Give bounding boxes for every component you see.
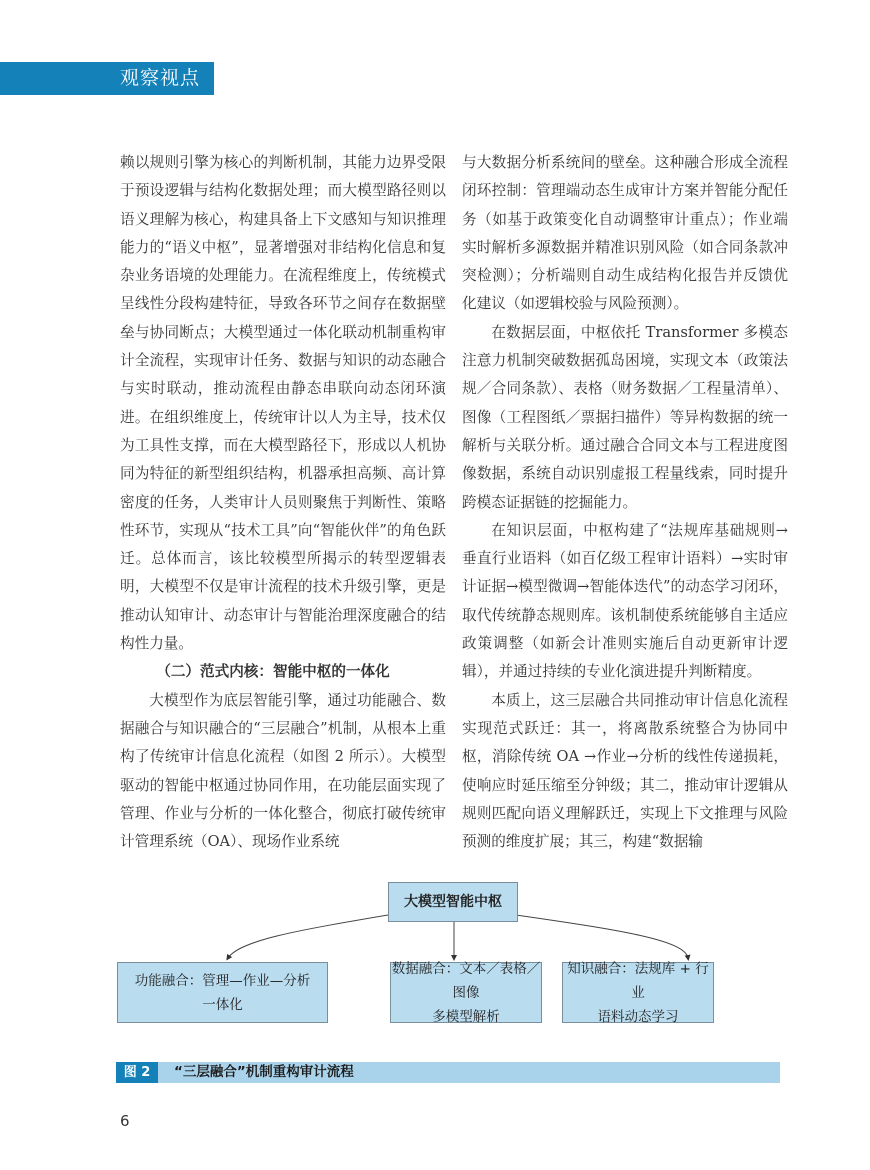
body-paragraph: 与大数据分析系统间的壁垒。这种融合形成全流程闭环控制：管理端动态生成审计方案并智能分配任务（如基于政策变化自动调整审计重点）；作业端实时解析多源数据并精准识别风险（如合同条款冲突检测）；分析端则自动生成结构化报告并反馈优化建议（如逻辑校验与风险预测）。 bbox=[462, 154, 788, 313]
connector-left bbox=[228, 915, 388, 958]
section-heading: （二）范式内核：智能中枢的一体化 bbox=[156, 663, 390, 681]
body-paragraph: 赖以规则引擎为核心的判断机制，其能力边界受限于预设逻辑与结构化数据处理；而大模型路径则以语义理解为核心，构建具备上下文感知与知识推理能力的“语义中枢”，显著增强对非结构化信息和复杂业务语境的处理能力。在流程维度上，传统模式呈线性分段构建特征，导致各环节之间存在数据壁垒与协同断点；大模型通过一体化联动机制重构审计全流程，实现审计任务、数据与知识的动态融合与实时联动，推动流程由静态串联向动态闭环演进。在组织维度上，传统审计以人为主导，技术仅为工具性支撑，而在大模型路径下，形成以人机协同为特征的新型组织结构，机器承担高频、高计算密度的任务，人类审计人员则聚焦于判断性、策略性环节，实现从“技术工具”向“智能伙伴”的角色跃迁。总体而言，该比较模型所揭示的转型逻辑表明，大模型不仅是审计流程的技术升级引擎，更是推动认知审计、动态审计与智能治理深度融合的结构性力量。 bbox=[120, 154, 446, 653]
figure-caption bbox=[116, 1062, 780, 1083]
central-hub-node: 大模型智能中枢 bbox=[388, 882, 518, 922]
section-header-title: 观察视点 bbox=[119, 67, 200, 89]
right-column bbox=[462, 149, 788, 856]
node-line-2: 语料动态学习 bbox=[597, 1008, 679, 1025]
node-line-1: 数据融合：文本／表格／图像 bbox=[391, 960, 541, 1001]
node-line-1: 功能融合：管理—作业—分析 bbox=[134, 972, 311, 989]
connector-right bbox=[516, 915, 688, 958]
figure-label: 图 2 bbox=[116, 1062, 158, 1083]
node-line-2: 多模型解析 bbox=[432, 1008, 500, 1025]
body-paragraph: 在知识层面，中枢构建了“法规库基础规则→垂直行业语料（如百亿级工程审计语料）→实时审计证据→模型微调→智能体迭代”的动态学习闭环，取代传统静态规则库。该机制使系统能够自主适应政策调整（如新会计准则实施后自动更新审计逻辑），并通过持续的专业化演进提升判断精度。 bbox=[462, 521, 788, 681]
knowledge-fusion-node bbox=[562, 962, 714, 1023]
node-line-1: 知识融合：法规库 + 行业 bbox=[567, 960, 709, 1001]
left-column bbox=[120, 149, 446, 856]
function-fusion-node bbox=[117, 962, 328, 1023]
node-line-2: 一体化 bbox=[202, 996, 243, 1013]
figure-2-diagram bbox=[100, 870, 790, 1045]
figure-caption-text: “三层融合”机制重构审计流程 bbox=[174, 1064, 354, 1080]
section-header-bar bbox=[0, 62, 214, 95]
data-fusion-node bbox=[390, 962, 542, 1023]
body-paragraph: 本质上，这三层融合共同推动审计信息化流程实现范式跃迁：其一，将离散系统整合为协同中枢，消除传统 OA →作业→分析的线性传递损耗，使响应时延压缩至分钟级；其二，推动审计逻辑从规则匹配向语义理解跃迁，实现上下文推理与风险预测的维度扩展；其三，构建“数据输 bbox=[462, 691, 788, 851]
body-paragraph: 在数据层面，中枢依托 Transformer 多模态注意力机制突破数据孤岛困境，实现文本（政策法规／合同条款）、表格（财务数据／工程量清单）、图像（工程图纸／票据扫描件）等异构数据的统一解析与关联分析。通过融合合同文本与工程进度图像数据，系统自动识别虚报工程量线索，同时提升跨模态证据链的挖掘能力。 bbox=[462, 323, 788, 511]
body-paragraph: 大模型作为底层智能引擎，通过功能融合、数据融合与知识融合的“三层融合”机制，从根本上重构了传统审计信息化流程（如图 2 所示）。大模型驱动的智能中枢通过协同作用，在功能层面实现了管理、作业与分析的一体化整合，彻底打破传统审计管理系统（OA）、现场作业系统 bbox=[120, 691, 446, 851]
page-number: 6 bbox=[120, 1112, 130, 1130]
